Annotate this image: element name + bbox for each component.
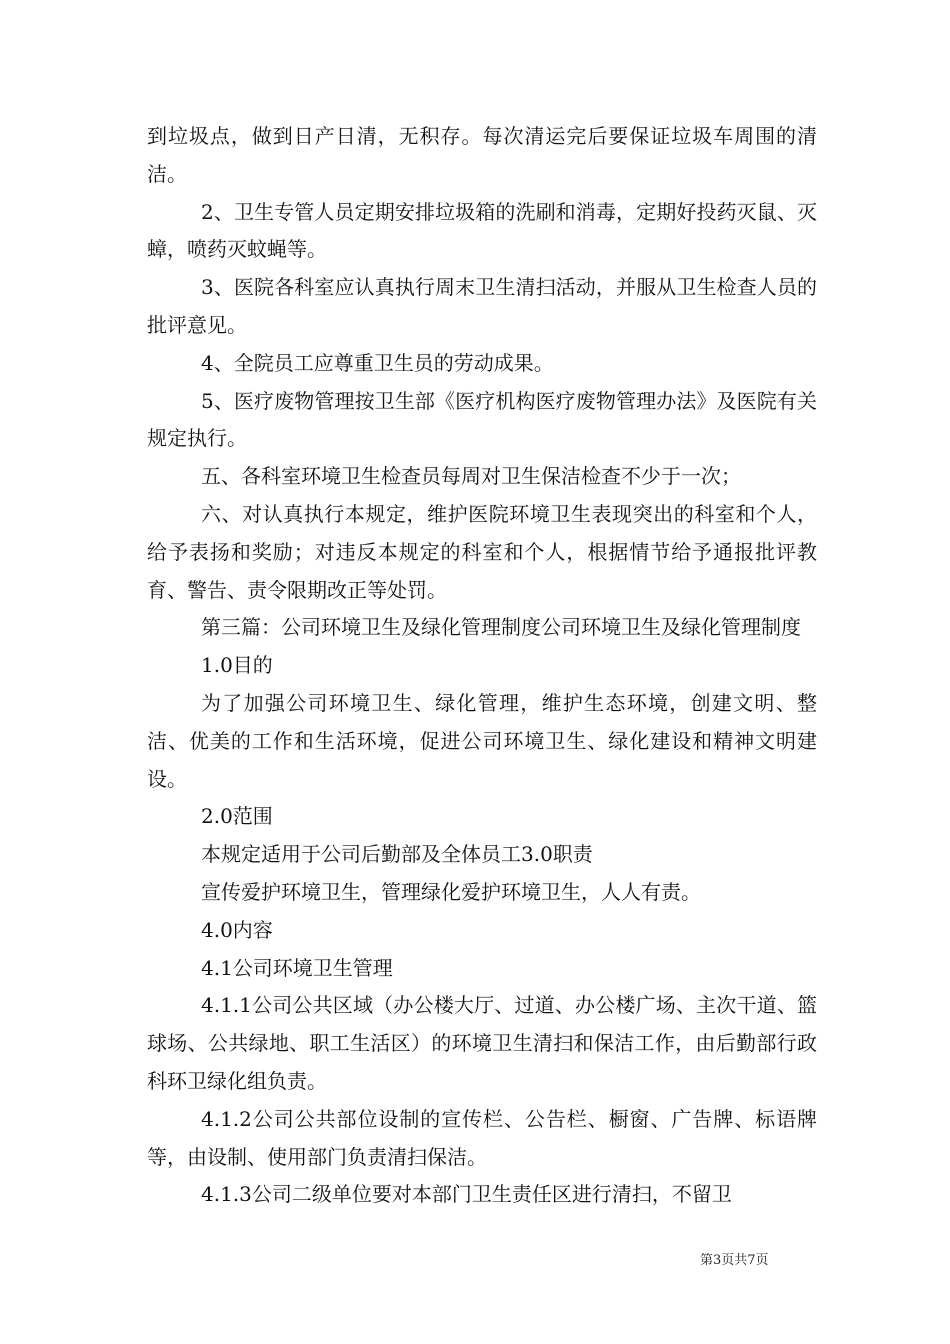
paragraph: 4.1.3公司二级单位要对本部门卫生责任区进行清扫，不留卫 bbox=[201, 1182, 732, 1207]
paragraph: 六、对认真执行本规定，维护医院环境卫生表现突出的科室和个人，给予表扬和奖励；对违反本规定的科室和个人，根据情节给予通报批评教育、警告、责令限期改正等处罚。 bbox=[147, 501, 817, 602]
paragraph: 4.1.1公司公共区域（办公楼大厅、过道、办公楼广场、主次干道、篮球场、公共绿地、职工生活区）的环境卫生清扫和保洁工作，由后勤部行政科环卫绿化组负责。 bbox=[147, 993, 817, 1093]
paragraph: 五、各科室环境卫生检查员每周对卫生保洁检查不少于一次； bbox=[201, 464, 741, 489]
paragraph: 为了加强公司环境卫生、绿化管理，维护生态环境，创建文明、整洁、优美的工作和生活环境，促进公司环境卫生、绿化建设和精神文明建设。 bbox=[147, 690, 817, 791]
paragraph: 4、全院员工应尊重卫生员的劳动成果。 bbox=[201, 350, 554, 375]
subheading: 1.0目的 bbox=[201, 653, 273, 678]
page-number: 第3页共7页 bbox=[700, 1253, 769, 1268]
section-heading: 第三篇：公司环境卫生及绿化管理制度公司环境卫生及绿化管理制度 bbox=[201, 615, 801, 640]
subheading: 4.0内容 bbox=[201, 917, 273, 942]
subheading: 2.0范围 bbox=[201, 804, 273, 829]
paragraph: 本规定适用于公司后勤部及全体员工3.0职责 bbox=[201, 842, 593, 867]
document-body bbox=[147, 118, 817, 1214]
paragraph: 宣传爱护环境卫生，管理绿化爱护环境卫生，人人有责。 bbox=[201, 879, 701, 904]
paragraph: 4.1.2公司公共部位设制的宣传栏、公告栏、橱窗、广告牌、标语牌等，由设制、使用部门负责清扫保洁。 bbox=[147, 1106, 817, 1169]
paragraph: 3、医院各科室应认真执行周末卫生清扫活动，并服从卫生检查人员的批评意见。 bbox=[147, 275, 817, 337]
paragraph: 5、医疗废物管理按卫生部《医疗机构医疗废物管理办法》及医院有关规定执行。 bbox=[147, 388, 817, 451]
paragraph: 2、卫生专管人员定期安排垃圾箱的洗刷和消毒，定期好投药灭鼠、灭蟑，喷药灭蚊蝇等。 bbox=[147, 199, 817, 262]
paragraph: 到垃圾点，做到日产日清，无积存。每次清运完后要保证垃圾车周围的清洁。 bbox=[147, 124, 817, 186]
subheading: 4.1公司环境卫生管理 bbox=[201, 955, 393, 980]
